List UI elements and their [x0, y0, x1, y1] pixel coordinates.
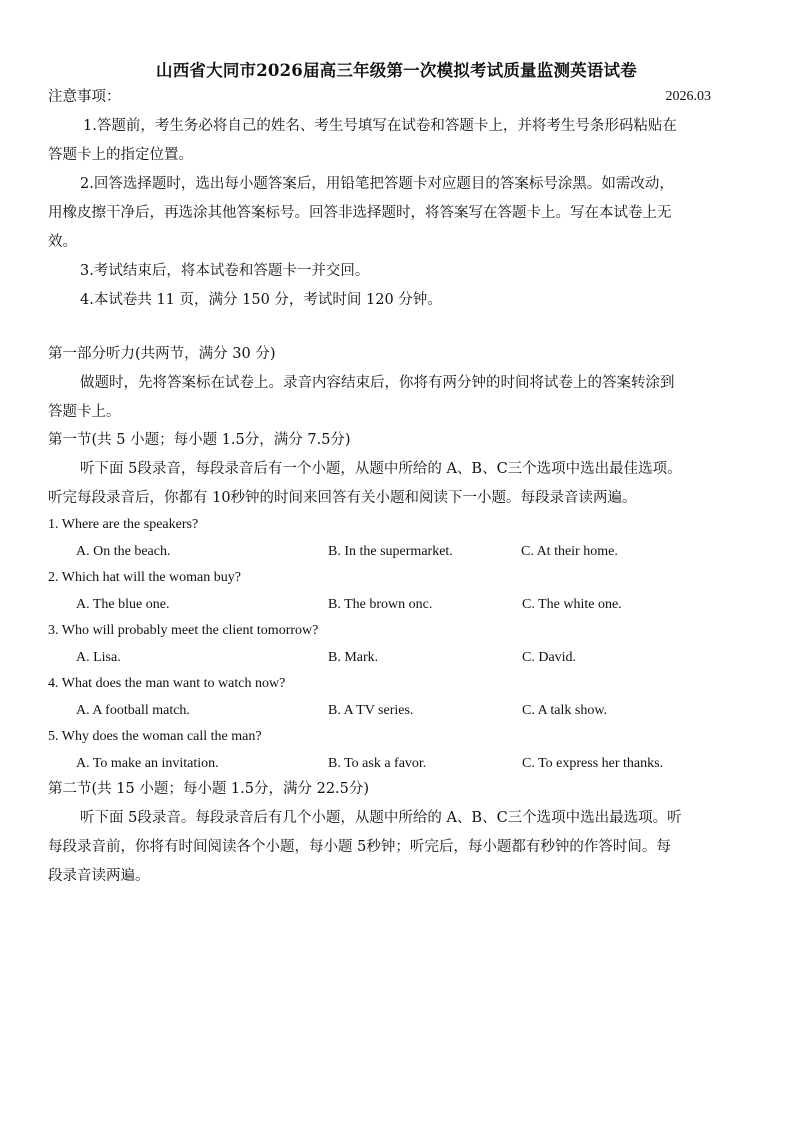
question-stem: 5. Why does the woman call the man? — [48, 729, 262, 744]
notice-heading: 注意事项： — [48, 89, 121, 105]
part1-heading: 第一部分听力(共两节，满分 30 分) — [48, 346, 276, 362]
section2-intro-line: 段录音读两遍。 — [48, 868, 150, 884]
option-c: C. The white one. — [522, 597, 622, 612]
option-b: B. In the supermarket. — [328, 544, 453, 559]
option-a: A. A football match. — [76, 703, 190, 718]
question-stem: 4. What does the man want to watch now? — [48, 676, 286, 691]
notice-line: 效。 — [48, 234, 77, 250]
notice-line: 3.考试结束后，将本试卷和答题卡一并交回。 — [80, 263, 370, 279]
notice-line: 4.本试卷共 11 页，满分 150 分，考试时间 120 分钟。 — [80, 292, 442, 308]
notice-line: 答题卡上的指定位置。 — [48, 147, 193, 163]
option-c: C. At their home. — [521, 544, 618, 559]
option-c: C. To express her thanks. — [522, 756, 664, 771]
question-stem: 1. Where are the speakers? — [48, 517, 199, 532]
part1-intro-line: 答题卡上。 — [48, 404, 121, 420]
notice-line: 1.答题前，考生务必将自己的姓名、考生号填写在试卷和答题卡上，并将考生号条形码粘贴在 — [83, 118, 677, 134]
section2-intro-line: 每段录音前，你将有时间阅读各个小题，每小题 5秒钟；听完后，每小题都有秒钟的作答时间。每 — [48, 839, 671, 855]
option-a: A. The blue one. — [76, 597, 170, 612]
option-c: C. David. — [522, 650, 577, 665]
section2-heading: 第二节(共 15 小题；每小题 1.5分，满分 22.5分) — [48, 781, 370, 797]
option-b: B. The brown onc. — [328, 597, 433, 612]
exam-title: 山西省大同市2026届高三年级第一次模拟考试质量监测英语试卷 — [156, 61, 637, 80]
section1-heading: 第一节(共 5 小题；每小题 1.5分，满分 7.5分) — [48, 432, 351, 448]
question-stem: 3. Who will probably meet the client tomorrow? — [48, 623, 319, 638]
section1-intro-line: 听完每段录音后，你都有 10秒钟的时间来回答有关小题和阅读下一小题。每段录音读两遍。 — [48, 490, 637, 506]
option-b: B. To ask a favor. — [328, 756, 427, 771]
option-a: A. Lisa. — [76, 650, 121, 665]
option-a: A. To make an invitation. — [76, 756, 219, 771]
notice-line: 用橡皮擦干净后，再选涂其他答案标号。回答非选择题时，将答案写在答题卡上。写在本试卷上无 — [48, 205, 672, 221]
exam-date: 2026.03 — [665, 89, 711, 104]
notice-line: 2.回答选择题时，选出每小题答案后，用铅笔把答题卡对应题目的答案标号涂黑。如需改动， — [80, 176, 674, 192]
option-c: C. A talk show. — [522, 703, 608, 718]
part1-intro-line: 做题时，先将答案标在试卷上。录音内容结束后，你将有两分钟的时间将试卷上的答案转涂到 — [80, 375, 675, 391]
option-b: B. A TV series. — [328, 703, 414, 718]
option-a: A. On the beach. — [76, 544, 171, 559]
section1-intro-line: 听下面 5段录音，每段录音后有一个小题，从题中所给的 A、B、C三个选项中选出最佳选项。 — [80, 461, 682, 477]
option-b: B. Mark. — [328, 650, 379, 665]
question-stem: 2. Which hat will the woman buy? — [48, 570, 241, 585]
section2-intro-line: 听下面 5段录音。每段录音后有几个小题，从题中所给的 A、B、C三个选项中选出最选项。听 — [80, 810, 682, 826]
